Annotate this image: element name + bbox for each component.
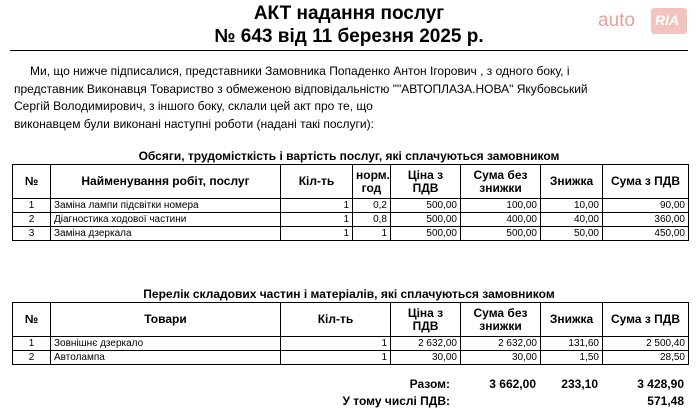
table-row [13, 213, 689, 227]
parts-table [12, 302, 689, 365]
services-heading: Обсяги, трудомісткість і вартість послуг, які сплачуються замовником [138, 149, 560, 163]
total-sum-no-discount: 3 662,00 [489, 377, 536, 391]
cell-total: 90,00 [603, 199, 689, 213]
col-header: Кіл-ть [281, 165, 353, 199]
col-header: Сума з ПДВ [603, 303, 689, 337]
cell-price: 30,00 [391, 351, 461, 365]
cell-hours: 0,8 [353, 213, 391, 227]
cell-no: 1 [13, 337, 51, 351]
cell-name: Автолампа [51, 351, 281, 365]
totals-label: Разом: [409, 377, 450, 391]
cell-no: 2 [13, 351, 51, 365]
table-row [13, 227, 689, 241]
cell-price: 500,00 [391, 227, 461, 241]
col-header: Знижка [541, 165, 603, 199]
cell-no: 3 [13, 227, 51, 241]
cell-sum: 2 632,00 [461, 337, 541, 351]
cell-discount: 40,00 [541, 213, 603, 227]
intro-line: виконавцем були виконані наступні роботи (надані такі послуги): [14, 116, 374, 131]
col-header: Сума без знижки [461, 303, 541, 337]
col-header: Найменування робіт, послуг [51, 165, 281, 199]
cell-hours: 0,2 [353, 199, 391, 213]
cell-sum: 100,00 [461, 199, 541, 213]
col-header: норм. год [353, 165, 391, 199]
total-discount: 233,10 [561, 377, 598, 391]
autoria-logo [598, 8, 690, 34]
cell-sum: 30,00 [461, 351, 541, 365]
col-header: Сума з ПДВ [603, 165, 689, 199]
parts-header-row [13, 303, 689, 337]
cell-sum: 500,00 [461, 227, 541, 241]
col-header: Кіл-ть [281, 303, 391, 337]
total-sum-vat: 3 428,90 [637, 377, 684, 391]
cell-sum: 400,00 [461, 213, 541, 227]
table-row [13, 351, 689, 365]
cell-qty: 1 [281, 213, 353, 227]
cell-name: Зовнішнє дзеркало [51, 337, 281, 351]
intro-line: Сергій Володимирович, з іншого боку, склали цей акт про те, що [14, 99, 373, 113]
col-header: № [13, 165, 51, 199]
col-header: Ціна з ПДВ [391, 303, 461, 337]
parts-heading: Перелік складових частин і матеріалів, які сплачуються замовником [143, 287, 555, 301]
logo-badge [651, 8, 687, 34]
act-number-date: № 643 від 11 березня 2025 р. [214, 26, 484, 47]
cell-name: Заміна лампи підсвітки номера [51, 199, 281, 213]
cell-discount: 131,60 [541, 337, 603, 351]
cell-no: 2 [13, 213, 51, 227]
cell-qty: 1 [281, 199, 353, 213]
table-row [13, 199, 689, 213]
cell-no: 1 [13, 199, 51, 213]
cell-price: 2 632,00 [391, 337, 461, 351]
col-header: Товари [51, 303, 281, 337]
intro-line: Ми, що нижче підписалися, представники Замовника Попаденко Антон Ігорович , з одного боку, і [30, 64, 570, 78]
cell-name: Діагностика ходової частини [51, 213, 281, 227]
title-divider [10, 50, 688, 51]
cell-total: 28,50 [603, 351, 689, 365]
vat-label: У тому числі ПДВ: [342, 394, 450, 408]
cell-price: 500,00 [391, 213, 461, 227]
logo-badge-text: RIA [655, 12, 680, 28]
cell-price: 500,00 [391, 199, 461, 213]
cell-total: 360,00 [603, 213, 689, 227]
cell-discount: 50,00 [541, 227, 603, 241]
cell-total: 450,00 [603, 227, 689, 241]
cell-qty: 1 [281, 227, 353, 241]
cell-qty: 1 [281, 337, 391, 351]
col-header: № [13, 303, 51, 337]
cell-discount: 1,50 [541, 351, 603, 365]
act-title: АКТ надання послуг [253, 3, 445, 24]
logo-text: auto [598, 10, 635, 31]
col-header: Сума без знижки [461, 165, 541, 199]
col-header: Знижка [541, 303, 603, 337]
services-header-row [13, 165, 689, 199]
cell-name: Заміна дзеркала [51, 227, 281, 241]
intro-line: представник Виконавця Товариство з обмеженою відповідальністю ""АВТОПЛАЗА.НОВА" Якубовський [14, 81, 588, 96]
cell-discount: 10,00 [541, 199, 603, 213]
cell-qty: 1 [281, 351, 391, 365]
table-row [13, 337, 689, 351]
cell-total: 2 500,40 [603, 337, 689, 351]
services-table [12, 164, 689, 241]
intro-paragraph [14, 63, 664, 133]
vat-amount: 571,48 [647, 394, 684, 408]
cell-hours: 1 [353, 227, 391, 241]
col-header: Ціна з ПДВ [391, 165, 461, 199]
